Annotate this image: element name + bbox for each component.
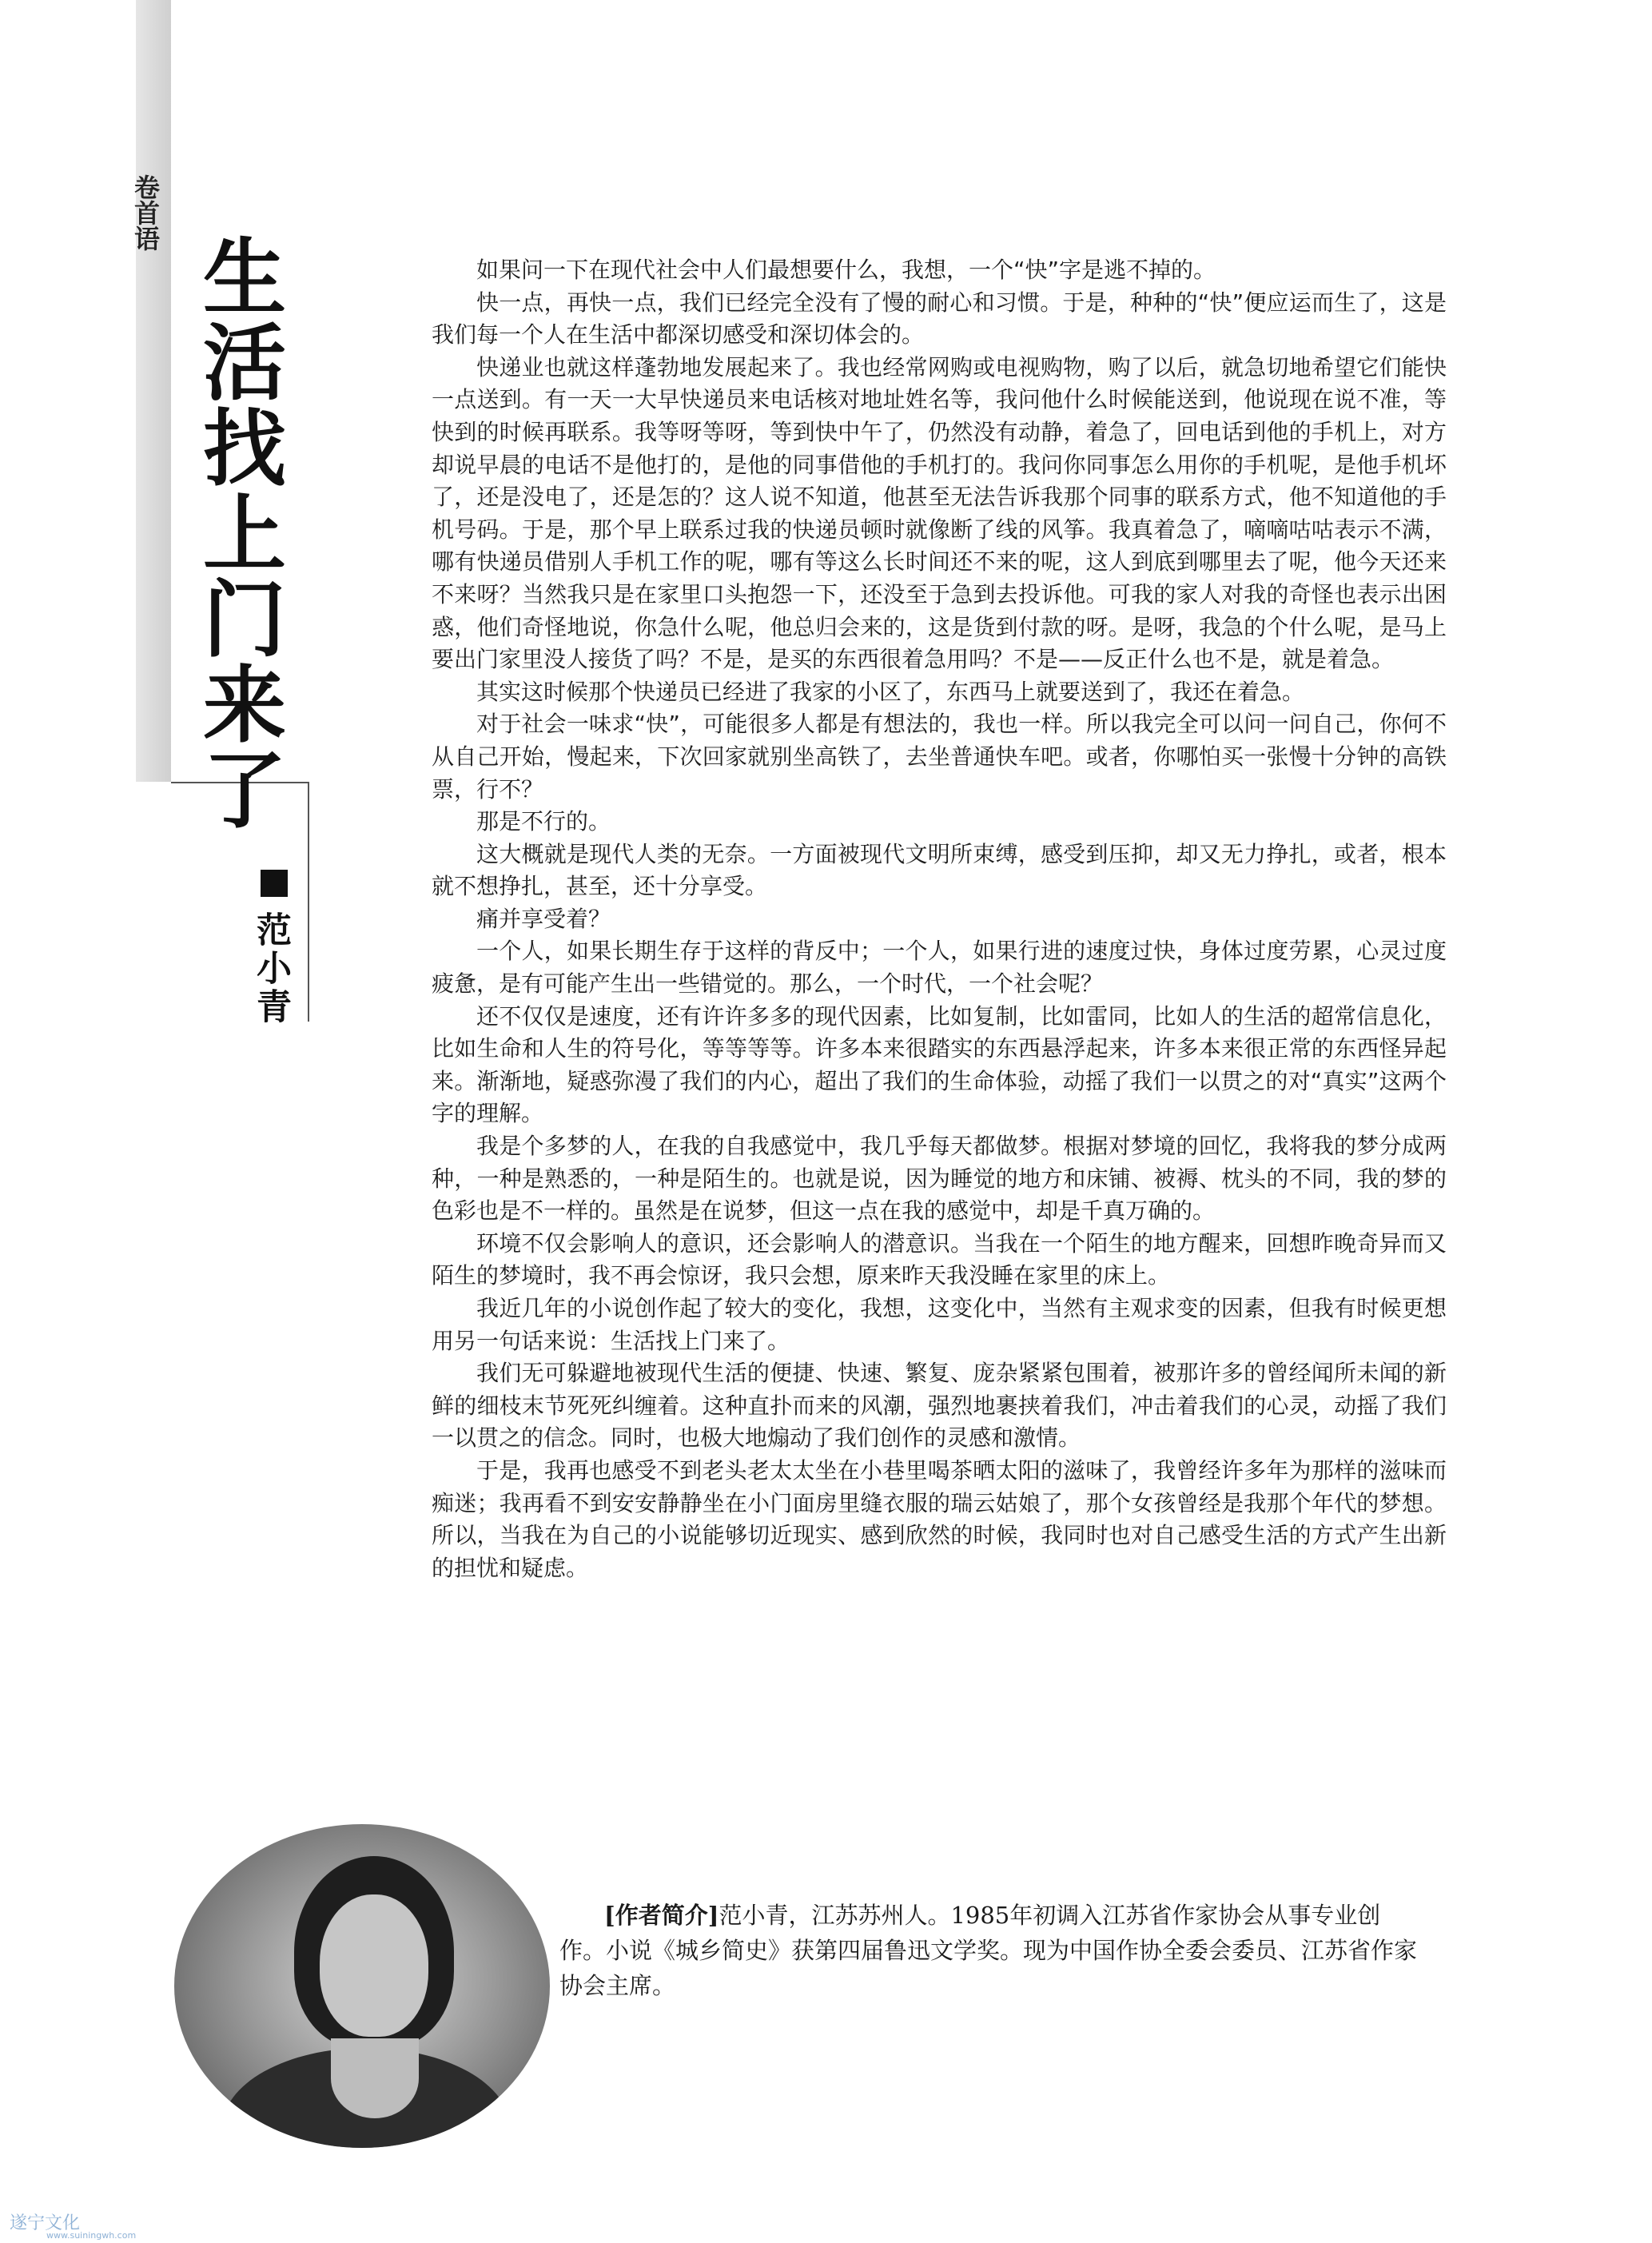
paragraph: 对于社会一味求“快”，可能很多人都是有想法的，我也一样。所以我完全可以问一问自己，你何不从自己开始，慢起来，下次回家就别坐高铁了，去坐普通快车吧。或者，你哪怕买一张慢十分钟的高铁票，行不？ <box>432 711 1447 803</box>
paragraph: 那是不行的。 <box>476 808 611 835</box>
paragraph: 痛并享受着？ <box>476 905 611 932</box>
paragraph: 还不仅仅是速度，还有许许多多的现代因素，比如复制，比如雷同，比如人的生活的超常信息化，比如生命和人生的符号化，等等等等。许多本来很踏实的东西悬浮起来，许多本来很正常的东西怪异起来。渐渐地，疑惑弥漫了我们的内心，超出了我们的生命体验，动摇了我们一以贯之的对“真实”这两个字的理解。 <box>432 1002 1447 1127</box>
paragraph: 于是，我再也感受不到老头老太太坐在小巷里喝茶晒太阳的滋味了，我曾经许多年为那样的滋味而痴迷；我再看不到安安静静坐在小门面房里缝衣服的瑞云姑娘了，那个女孩曾经是我那个年代的梦想。所以，当我在为自己的小说能够切近现实、感到欣然的时候，我同时也对自己感受生活的方式产生出新的担忧和疑虑。 <box>432 1456 1447 1581</box>
paragraph: 环境不仅会影响人的意识，还会影响人的潜意识。当我在一个陌生的地方醒来，回想昨晚奇异而又陌生的梦境时，我不再会惊讶，我只会想，原来昨天我没睡在家里的床上。 <box>432 1229 1447 1289</box>
paragraph: 快一点，再快一点，我们已经完全没有了慢的耐心和习惯。于是，种种的“快”便应运而生了，这是我们每一个人在生活中都深切感受和深切体会的。 <box>432 289 1447 349</box>
bio-text: 范小青，江苏苏州人。1985年初调入江苏省作家协会从事专业创作。小说《城乡简史》获第四届鲁迅文学奖。现为中国作协全委会委员、江苏省作家协会主席。 <box>559 1902 1418 1999</box>
paragraph: 我近几年的小说创作起了较大的变化，我想，这变化中，当然有主观求变的因素，但我有时候更想用另一句话来说：生活找上门来了。 <box>432 1295 1447 1354</box>
portrait-collar <box>331 2038 419 2118</box>
sidebar-divider-vertical <box>308 782 309 1022</box>
paragraph: 我们无可躲避地被现代生活的便捷、快速、繁复、庞杂紧紧包围着，被那许多的曾经闻所未闻的新鲜的细枝末节死死纠缠着。这种直扑而来的风潮，强烈地裹挟着我们，冲击着我们的心灵，动摇了我们一以贯之的信念。同时，也极大地煽动了我们创作的灵感和激情。 <box>432 1360 1447 1452</box>
article-body <box>432 254 1447 1584</box>
article-title: 生活找上门来了 <box>189 233 286 832</box>
paragraph: 其实这时候那个快递员已经进了我家的小区了，东西马上就要送到了，我还在着急。 <box>476 678 1305 705</box>
paragraph: 我是个多梦的人，在我的自我感觉中，我几乎每天都做梦。根据对梦境的回忆，我将我的梦分成两种，一种是熟悉的，一种是陌生的。也就是说，因为睡觉的地方和床铺、被褥、枕头的不同，我的梦的色彩也是不一样的。虽然是在说梦，但这一点在我的感觉中，却是千真万确的。 <box>432 1133 1447 1225</box>
paragraph: 快递业也就这样蓬勃地发展起来了。我也经常网购或电视购物，购了以后，就急切地希望它们能快一点送到。有一天一大早快递员来电话核对地址姓名等，我问他什么时候能送到，他说现在说不准，等快到的时候再联系。我等呀等呀，等到快中午了，仍然没有动静，着急了，回电话到他的手机上，对方却说早晨的电话不是他打的，是他的同事借他的手机打的。我问你同事怎么用你的手机呢，是他手机坏了，还是没电了，还是怎的？这人说不知道，他甚至无法告诉我那个同事的联系方式，他不知道他的手机号码。于是，那个早上联系过我的快递员顿时就像断了线的风筝。我真着急了，嘀嘀咕咕表示不满，哪有快递员借别人手机工作的呢，哪有等这么长时间还不来的呢，这人到底到哪里去了呢，他今天还来不来呀？当然我只是在家里口头抱怨一下，还没至于急到去投诉他。可我的家人对我的奇怪也表示出困惑，他们奇怪地说，你急什么呢，他总归会来的，这是货到付款的呀。是呀，我急的个什么呢，是马上要出门家里没人接货了吗？不是，是买的东西很着急用吗？不是——反正什么也不是，就是着急。 <box>432 353 1447 673</box>
portrait-face <box>320 1894 428 2037</box>
paragraph: 一个人，如果长期生存于这样的背反中；一个人，如果行进的速度过快，身体过度劳累，心灵过度疲惫，是有可能产生出一些错觉的。那么，一个时代，一个社会呢？ <box>432 938 1447 998</box>
author-bio <box>559 1898 1423 2003</box>
author-portrait <box>174 1824 550 2148</box>
paragraph: 这大概就是现代人类的无奈。一方面被现代文明所束缚，感受到压抑，却又无力挣扎，或者，根本就不想挣扎，甚至，还十分享受。 <box>432 840 1447 900</box>
author-name: 范小青 <box>250 911 291 1026</box>
watermark-url: www.suiningwh.com <box>46 2230 137 2241</box>
bio-label: [作者简介] <box>604 1902 719 1929</box>
paragraph: 如果问一下在现代社会中人们最想要什么，我想，一个“快”字是逃不掉的。 <box>476 257 1216 283</box>
sidebar-gray-band <box>130 0 171 782</box>
section-label: 卷首语 <box>130 174 161 251</box>
author-square-mark <box>261 870 288 897</box>
watermark-logo: 遂宁文化 <box>10 2213 81 2233</box>
